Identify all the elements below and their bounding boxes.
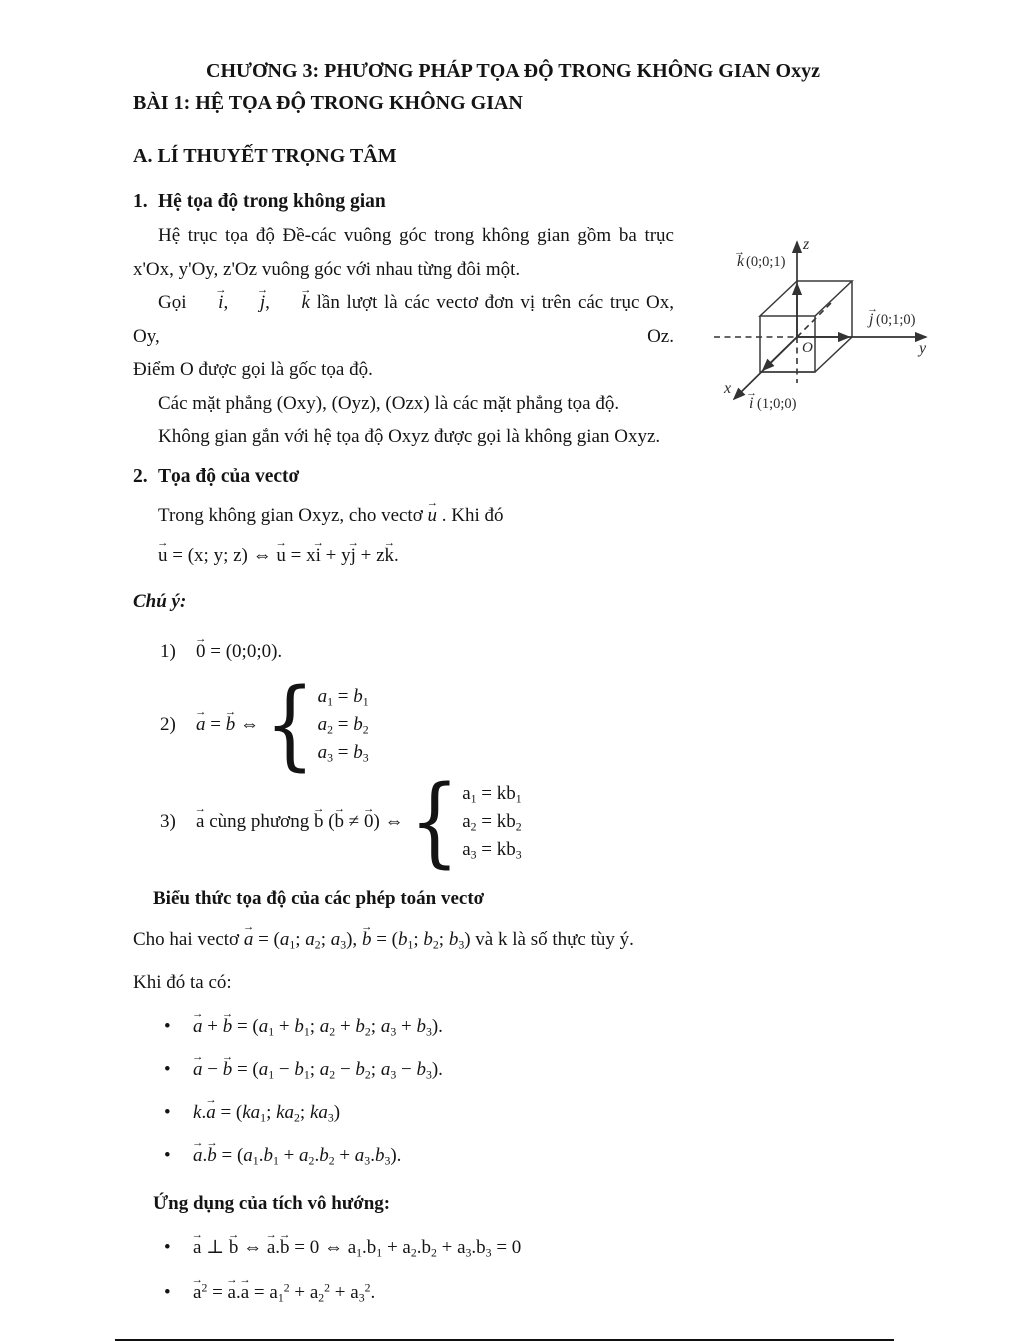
section-1-number: 1. [133, 191, 148, 212]
vector: → u [426, 496, 438, 526]
vec-arrow-icon: • → [192, 1007, 204, 1020]
vector-difference-formula: • → a − → $b = (a_1 - b_1$; $a_2 - b_2$; $a_3 - b_3$). [133, 1053, 893, 1086]
paragraph-line: Các mặt phẳng (Oxy), (Oyz), (Ozx) là các mặt phẳng tọa độ. [158, 392, 620, 414]
vec-arrow-icon: • → [191, 1228, 203, 1241]
vector: → b [279, 1228, 291, 1258]
vec-arrow-icon: → [426, 496, 438, 509]
equation-system [259, 668, 369, 781]
section-2-number: 2. [133, 465, 148, 487]
vector: → b [313, 802, 325, 832]
section-2 [133, 464, 893, 878]
vector: → a [239, 1273, 251, 1303]
paragraph-line: Không gian gắn với hệ tọa độ Oxyz được gọi là không gian Oxyz. [158, 426, 661, 447]
i-vector [763, 337, 797, 370]
vec-arrow-icon: → [195, 705, 207, 718]
vector: → 0 [363, 802, 375, 832]
vec-arrow-icon: → [227, 1228, 240, 1241]
curly-brace: { [409, 765, 460, 878]
section-1-heading-text: Hệ tọa độ trong không gian [158, 191, 386, 212]
vector: → k [383, 536, 395, 566]
k-vector-letter: k [737, 253, 745, 270]
note-item-number: 2) [160, 713, 176, 735]
vec-arrow-icon: → [221, 1007, 234, 1020]
operations-heading: Biểu thức tọa độ của các phép toán vectơ [153, 887, 485, 909]
vector: → j [347, 536, 359, 566]
case-row: $a_3 = b_3$ [317, 741, 369, 764]
vec-arrow-icon: → [205, 1093, 217, 1106]
x-axis-label: x [724, 380, 732, 397]
case-row: $a_2 = b_2$ [317, 713, 369, 736]
note-item-3 [133, 765, 893, 878]
vector: • → a [192, 1050, 204, 1080]
vector: → k [277, 293, 310, 313]
note-item-number: 1) [160, 640, 176, 662]
vector-square-formula: • → $a^2$ = → a. → $a = a_1^2 + a_2^2 + a_3^2$. [133, 1276, 893, 1309]
equation-system-rows [318, 683, 369, 767]
vec-arrow-icon: → [239, 1273, 251, 1286]
case-row: $a_2 = kb_2$ [462, 810, 522, 833]
operations-intro: Cho hai vectơ → $a = (a_1$; $a_2$; $a_3$), → $b = (b_1$; $b_2$; $b_3$) và k là số thực tùy ý. [133, 920, 634, 951]
vec-arrow-icon: → [300, 284, 312, 297]
section-1-text [133, 219, 674, 454]
vec-arrow-icon: → [275, 536, 287, 549]
vec-arrow-icon: → [215, 284, 227, 297]
section-2-heading-text: Tọa độ của vectơ [158, 465, 300, 487]
vector: → b [221, 1007, 234, 1037]
vector: → b [221, 1050, 234, 1080]
vec-arrow-icon: → [224, 705, 237, 718]
vec-arrow-icon: → [347, 536, 359, 549]
chapter-title: CHƯƠNG 3: PHƯƠNG PHÁP TỌA ĐỘ TRONG KHÔNG GIAN Oxyz [206, 60, 820, 82]
vec-arrow-icon: → [206, 1136, 218, 1149]
zero-vector-formula: → 0 = (0;0;0). [195, 632, 283, 662]
note-item-number: 3) [160, 810, 176, 832]
vec-arrow-icon: → [363, 802, 375, 815]
vector: → j [235, 293, 265, 313]
vector: → i [312, 536, 324, 566]
i-vector-letter: i [749, 395, 754, 412]
vector: → b [224, 705, 237, 735]
equation-system [404, 765, 522, 878]
perpendicular-condition-formula: • → a ⊥ → b ⇔ → a. → b = 0 ⇔ $a_1.b_1 + a_2.b_2 + a_3.b_3 = 0$ [133, 1231, 893, 1264]
vector: → i [193, 293, 223, 313]
vec-arrow-icon: → [279, 1228, 291, 1241]
vector: → a [226, 1273, 238, 1303]
vector-sum-formula: • → a + → $b = (a_1 + b_1$; $a_2 + b_2$; $a_3 + b_3$). [133, 1010, 893, 1043]
y-axis-label: y [919, 340, 927, 357]
lesson-title: BÀI 1: HỆ TỌA ĐỘ TRONG KHÔNG GIAN [133, 92, 523, 114]
note-item-1 [133, 634, 893, 670]
vec-arrow-icon: → [194, 802, 206, 815]
vector: → a [195, 705, 207, 735]
j-vector-letter: j [869, 311, 874, 328]
scalar-multiple-formula: • k. → $a = (ka_1$; $ka_2$; $ka_3$) [133, 1096, 893, 1129]
vector: → b [227, 1228, 240, 1258]
vec-arrow-icon: → [195, 632, 207, 645]
paragraph-line: Điểm O được gọi là gốc tọa độ. [133, 359, 373, 380]
curly-brace: { [264, 668, 315, 781]
vector: → 0 [195, 632, 207, 662]
vector: → b [333, 802, 345, 832]
equal-vectors-lhs: → a = → b ⇔ [195, 705, 259, 735]
case-row: $a_3 = kb_3$ [462, 838, 522, 861]
paragraph-line: x'Ox, y'Oy, z'Oz vuông góc với nhau từng đôi một. [133, 258, 521, 280]
vec-arrow-icon: → [867, 303, 878, 315]
i-vector-coords: (1;0;0) [757, 396, 797, 412]
dot-product-applications-heading: Ứng dụng của tích vô hướng: [153, 1192, 391, 1214]
vec-arrow-icon: → [734, 246, 745, 258]
vector: → b [206, 1136, 218, 1166]
vec-arrow-icon: → [157, 536, 169, 549]
vec-arrow-icon: → [221, 1050, 234, 1063]
dot-product-formula: • → a. → $b = (a_1.b_1 + a_2.b_2 + a_3.b_3)$. [133, 1139, 893, 1172]
vector-coordinate-formula: → u = (x; y; z) ⇔ → u = x → i + y → j + z → k. [157, 536, 399, 566]
vec-arrow-icon: → [333, 802, 345, 815]
vec-arrow-icon: • → [192, 1136, 204, 1149]
vec-arrow-icon: • → [192, 1050, 204, 1063]
section-3 [133, 884, 893, 1309]
z-axis-label: z [803, 236, 810, 253]
vector: → u [157, 536, 169, 566]
footer-divider [115, 1339, 894, 1341]
vec-arrow-icon: → [313, 802, 325, 815]
vector: → a [265, 1228, 277, 1258]
vec-arrow-icon: → [226, 1273, 238, 1286]
vector: • → a [191, 1228, 203, 1258]
vector: • → a [191, 1273, 203, 1303]
vector: → a [205, 1093, 217, 1123]
case-row: $a_1 = kb_1$ [462, 782, 522, 805]
operations-sub-line: Khi đó ta có: [133, 971, 232, 993]
vector: → a [242, 920, 255, 950]
coordinate-system-diagram [700, 219, 940, 429]
j-vector-coords: (0;1;0) [876, 312, 916, 328]
vec-arrow-icon: → [242, 920, 255, 933]
vec-arrow-icon: → [746, 387, 757, 399]
vector: • → a [192, 1007, 204, 1037]
section-a-heading: A. LÍ THUYẾT TRỌNG TÂM [133, 145, 397, 167]
vector: → b [360, 920, 373, 950]
paragraph-line: Gọi → i, → j, → k lần lượt là các vectơ đơn vị trên các trục Ox, Oy, Oz. [133, 284, 675, 347]
vector: → u [275, 536, 287, 566]
note-item-2 [133, 668, 893, 781]
vec-arrow-icon: → [312, 536, 324, 549]
vec-arrow-icon: • → [191, 1273, 203, 1286]
case-row: $a_1 = b_1$ [317, 685, 369, 708]
vec-arrow-icon: → [360, 920, 373, 933]
vec-arrow-icon: → [265, 1228, 277, 1241]
k-vector-coords: (0;0;1) [746, 254, 786, 270]
section-1-heading [133, 189, 893, 215]
section-2-heading [133, 464, 893, 490]
equation-system-rows [462, 780, 521, 864]
origin-label: O [802, 340, 813, 356]
vector: → a [194, 802, 206, 832]
vec-arrow-icon: → [256, 284, 269, 297]
section-1 [133, 189, 927, 454]
vec-arrow-icon: → [383, 536, 395, 549]
note-heading: Chú ý: [133, 590, 187, 612]
vector: • → a [192, 1136, 204, 1166]
collinear-vectors-lhs: → a cùng phương → b ( → b ≠ → 0) ⇔ [194, 802, 404, 832]
paragraph-line: Hệ trục tọa độ Đề-các vuông góc trong không gian gồm ba trục [158, 225, 674, 246]
section-2-intro: Trong không gian Oxyz, cho vectơ → u . Khi đó [158, 496, 504, 526]
